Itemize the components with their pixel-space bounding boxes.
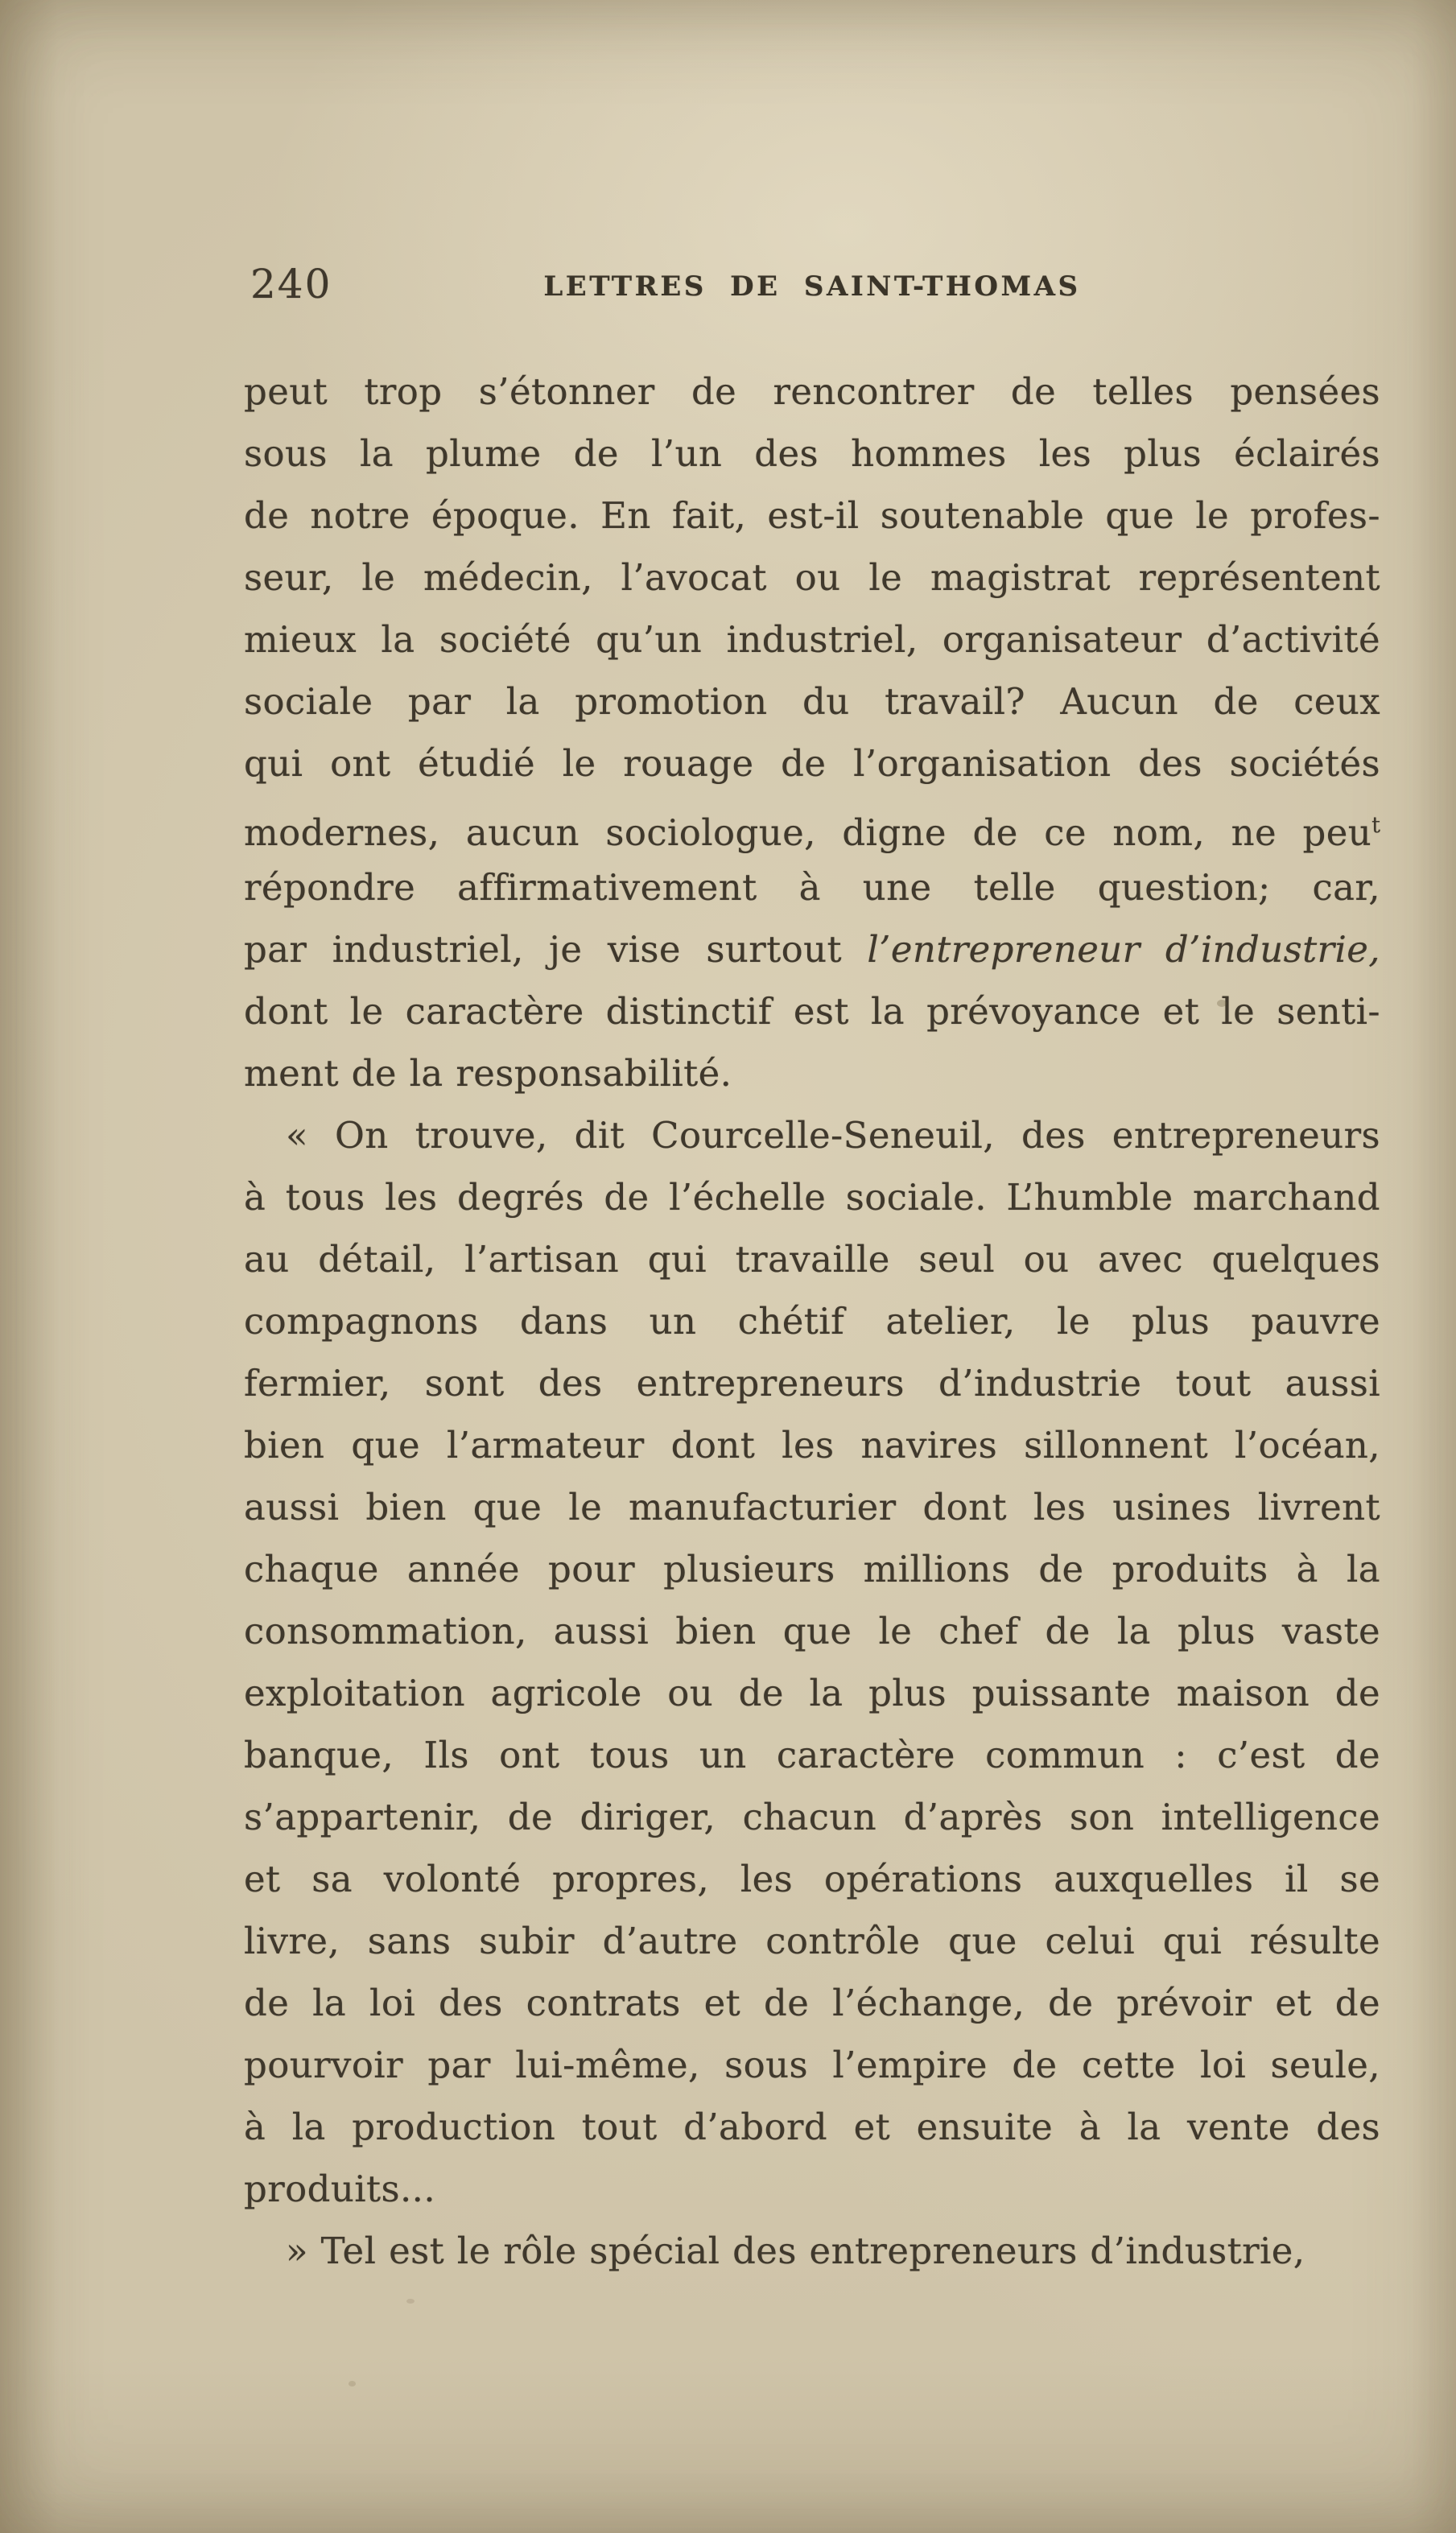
text-segment: fermier, sont des entrepreneurs d’industrie tout aussi: [244, 1362, 1380, 1405]
text-segment: de notre époque. En fait, est-il soutenable que le profes-: [244, 494, 1380, 537]
text-segment: « On trouve, dit Courcelle-Seneuil, des entrepreneurs: [286, 1114, 1380, 1157]
text-line: [244, 1662, 1380, 1724]
paper-stain: [1217, 1000, 1227, 1007]
paper-stain: [517, 452, 523, 457]
text-line: [244, 670, 1380, 732]
text-line: [244, 1104, 1380, 1166]
text-line: [244, 856, 1380, 918]
text-line: [244, 608, 1380, 670]
text-line: [244, 361, 1380, 423]
text-segment: produits...: [244, 2168, 436, 2210]
text-line: [244, 2220, 1380, 2282]
text-line: [244, 1538, 1380, 1600]
text-line: [244, 1042, 1380, 1104]
running-title: LETTRES DE SAINT-THOMAS: [543, 270, 1081, 303]
text-segment: s’appartenir, de diriger, chacun d’après son intelligence: [244, 1796, 1380, 1838]
text-segment: livre, sans subir d’autre contrôle que celui qui résulte: [244, 1920, 1380, 1962]
text-line: [244, 1352, 1380, 1414]
text-line: [244, 1848, 1380, 1910]
text-segment: l’entrepreneur d’industrie,: [867, 928, 1380, 971]
text-line: [244, 794, 1380, 856]
text-segment: exploitation agricole ou de la plus puissante maison de: [244, 1672, 1380, 1714]
text-segment: dont le caractère distinctif est la prévoyance et le senti-: [244, 990, 1380, 1033]
text-segment: banque, Ils ont tous un caractère commun : c’est de: [244, 1734, 1380, 1776]
text-line: [244, 2034, 1380, 2096]
text-segment: sous la plume de l’un des hommes les plus éclairés: [244, 432, 1380, 475]
text-line: [244, 485, 1380, 547]
text-segment: » Tel est le rôle spécial des entrepreneurs d’industrie,: [286, 2230, 1305, 2272]
text-line: [244, 1166, 1380, 1228]
text-segment: et sa volonté propres, les opérations auxquelles il se: [244, 1858, 1380, 1900]
text-line: [244, 1290, 1380, 1352]
paper-stain: [406, 2299, 415, 2304]
text-line: [244, 732, 1380, 794]
paper-stain: [951, 1993, 957, 1999]
text-line: [244, 1724, 1380, 1786]
text-segment: au détail, l’artisan qui travaille seul ou avec quelques: [244, 1238, 1380, 1281]
text-segment: peut trop s’étonner de rencontrer de telles pensées: [244, 370, 1380, 413]
text-segment: modernes, aucun sociologue, digne de ce nom, ne peu: [244, 811, 1372, 854]
text-line: [244, 423, 1380, 485]
text-segment: mieux la société qu’un industriel, organisateur d’activité: [244, 618, 1380, 661]
body-text: [244, 361, 1380, 2282]
text-segment: pourvoir par lui-même, sous l’empire de cette loi seule,: [244, 2044, 1380, 2086]
text-line: [244, 1228, 1380, 1290]
text-line: [244, 980, 1380, 1042]
text-segment: par industriel, je vise surtout: [244, 928, 868, 971]
text-line: [244, 1476, 1380, 1538]
text-line: [244, 2158, 1380, 2220]
text-segment: répondre affirmativement à une telle question; car,: [244, 866, 1380, 909]
text-line: [244, 918, 1380, 980]
text-segment: à la production tout d’abord et ensuite à la vente des: [244, 2106, 1380, 2148]
text-segment: aussi bien que le manufacturier dont les usines livrent: [244, 1486, 1380, 1528]
text-line: [244, 1910, 1380, 1972]
text-line: [244, 2096, 1380, 2158]
text-segment: compagnons dans un chétif atelier, le plus pauvre: [244, 1300, 1380, 1343]
text-segment: sociale par la promotion du travail? Aucun de ceux: [244, 680, 1380, 723]
text-segment: chaque année pour plusieurs millions de produits à la: [244, 1548, 1380, 1590]
page-number: 240: [250, 261, 332, 307]
text-segment: ment de la responsabilité.: [244, 1052, 732, 1095]
text-line: [244, 1786, 1380, 1848]
text-line: [244, 1972, 1380, 2034]
text-segment: t: [1371, 813, 1380, 838]
text-line: [244, 1600, 1380, 1662]
paper-stain: [349, 2381, 356, 2387]
text-segment: consommation, aussi bien que le chef de la plus vaste: [244, 1610, 1380, 1652]
text-line: [244, 1414, 1380, 1476]
page-header: [244, 262, 1380, 311]
text-segment: à tous les degrés de l’échelle sociale. L’humble marchand: [244, 1176, 1380, 1219]
text-segment: de la loi des contrats et de l’échange, de prévoir et de: [244, 1982, 1380, 2024]
text-segment: qui ont étudié le rouage de l’organisation des sociétés: [244, 742, 1380, 785]
text-segment: bien que l’armateur dont les navires sillonnent l’océan,: [244, 1424, 1380, 1467]
text-line: [244, 547, 1380, 608]
text-segment: seur, le médecin, l’avocat ou le magistrat représentent: [244, 556, 1380, 599]
